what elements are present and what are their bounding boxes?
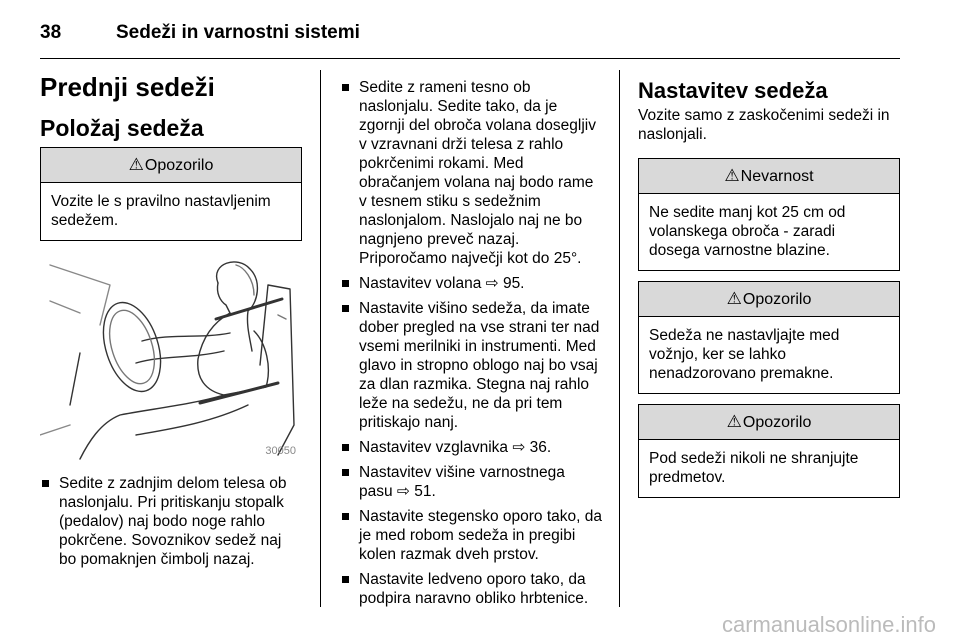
- warning-box-text: Pod sedeži nikoli ne shranjujte predmetov.: [649, 450, 859, 486]
- list-item: Nastavitev višine varnostnega pasu ⇨ 51.: [340, 463, 602, 501]
- section-heading: Nastavitev sedeža: [638, 78, 828, 103]
- warning-box: [638, 404, 900, 498]
- danger-box-title: Nevarnost: [740, 168, 814, 185]
- warning-triangle-icon: ⚠: [726, 289, 742, 308]
- seating-illustration: [40, 255, 302, 461]
- watermark: carmanualsonline.info: [721, 612, 936, 637]
- section-heading: Položaj sedeža: [40, 115, 204, 141]
- warning-box-title: Opozorilo: [144, 157, 214, 174]
- list-item: Nastavitev vzglavnika ⇨ 36.: [340, 438, 602, 457]
- warning-box-header: [41, 148, 301, 183]
- danger-box: [638, 158, 900, 271]
- bullet-icon: [342, 444, 349, 451]
- danger-box-header: [639, 159, 899, 194]
- list-item: Nastavitev volana ⇨ 95.: [340, 274, 602, 293]
- page-header: [40, 22, 360, 44]
- warning-box: [638, 281, 900, 394]
- bullet-list: [40, 474, 302, 569]
- driver-seat-figure: [40, 255, 302, 461]
- bullet-icon: [342, 513, 349, 520]
- column-2: [340, 78, 602, 614]
- warning-box-title: Opozorilo: [742, 291, 812, 308]
- bullet-icon: [342, 576, 349, 583]
- section-title: Sedeži in varnostni sistemi: [116, 22, 360, 43]
- warning-box-header: [639, 282, 899, 317]
- column-divider: [619, 70, 620, 607]
- warning-box-title: Opozorilo: [742, 414, 812, 431]
- list-item: Nastavite ledveno oporo tako, da podpira naravno obliko hrbtenice.: [340, 570, 602, 608]
- list-item: Nastavite stegensko oporo tako, da je med robom sedeža in pregibi kolen razmak dveh prstov.: [340, 507, 602, 564]
- list-item: Sedite z rameni tesno ob naslonjalu. Sedite tako, da je zgornji del obroča volana dosegljiv v vzravnani drži telesa z rahlo pokrčenimi rokami. Med obračanjem volana naj bodo rame v tesnem stiku s sedežnim naslonjalom. Naslojalo naj ne bo nagnjeno preveč nazaj. Priporočamo največji kot do 25°.: [340, 78, 602, 268]
- warning-box-header: [639, 405, 899, 440]
- list-item: Sedite z zadnjim delom telesa ob naslonjalu. Pri pritiskanju stopalk (pedalov) naj bodo noge rahlo pokrčene. Sovoznikov sedež naj bo pomaknjen čimbolj nazaj.: [40, 474, 302, 569]
- warning-triangle-icon: ⚠: [724, 166, 740, 185]
- bullet-icon: [342, 469, 349, 476]
- illustration-code: 30050: [265, 445, 296, 457]
- warning-triangle-icon: ⚠: [726, 412, 742, 431]
- warning-triangle-icon: ⚠: [128, 155, 144, 174]
- bullet-icon: [342, 84, 349, 91]
- bullet-list: [340, 78, 602, 608]
- intro-text: Vozite samo z zaskočenimi sedeži in naslonjali.: [638, 107, 890, 143]
- column-3: [638, 78, 900, 498]
- danger-box-text: Ne sedite manj kot 25 cm od volanskega obroča - zaradi dosega varnostne blazine.: [649, 204, 846, 259]
- warning-box-text: Sedeža ne nastavljajte med vožnjo, ker se lahko nenadzorovano premakne.: [649, 327, 840, 382]
- column-1: [40, 72, 302, 575]
- bullet-icon: [42, 480, 49, 487]
- column-divider: [320, 70, 321, 607]
- bullet-icon: [342, 305, 349, 312]
- warning-box: [40, 147, 302, 241]
- warning-box-text: Vozite le s pravilno nastavljenim sedežem.: [51, 193, 271, 229]
- page-number: 38: [40, 22, 62, 43]
- bullet-icon: [342, 280, 349, 287]
- header-rule: [40, 58, 900, 59]
- chapter-title: Prednji sedeži: [40, 72, 215, 102]
- list-item: Nastavite višino sedeža, da imate dober pregled na vse strani ter nad vsemi merilniki in instrumenti. Med glavo in stropno oblogo naj bo vsaj za dlan razmika. Stegna naj rahlo leže na sedežu, ne da pri tem pritiskajo nanj.: [340, 299, 602, 432]
